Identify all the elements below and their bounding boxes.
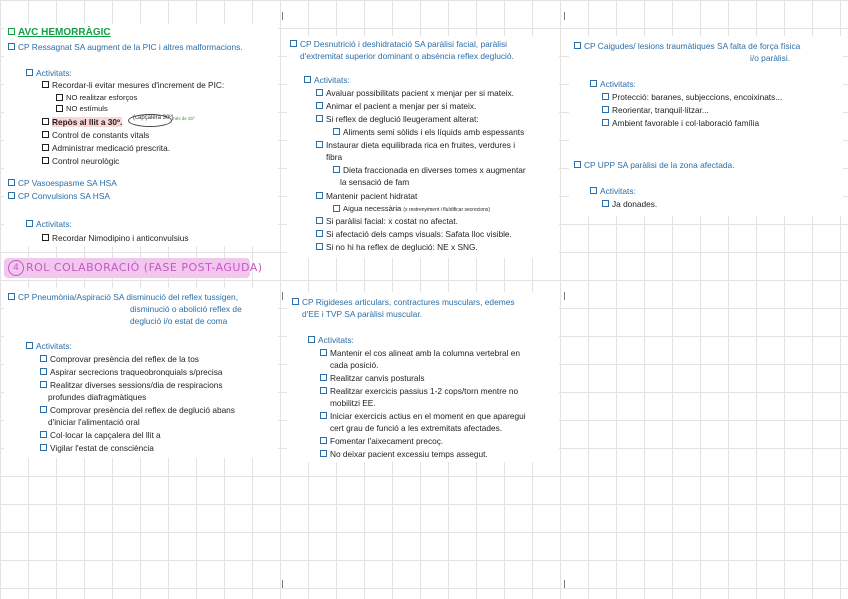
grid-mark <box>564 12 565 20</box>
activity-item: Realitzar diverses sessions/dia de respiracions <box>40 381 222 390</box>
cp-desnutricio: CP Desnutrició i deshidratació SA paràlisi facial, paràlisi <box>290 40 507 49</box>
cp-caigudes: CP Caigudes/ lesions traumàtiques SA falta de força física <box>574 42 800 51</box>
activity-item: Instaurar dieta equilibrada rica en fruites, verdures i <box>316 141 515 150</box>
activity-item: Reorientar, tranquil·litzar... <box>602 106 709 115</box>
section-title: AVC HEMORRÀGIC <box>8 27 111 38</box>
activity-item: Ja donades. <box>602 200 657 209</box>
cp-caigudes-line: i/o paràlisi. <box>750 53 791 63</box>
cp-desnutricio-line: d'extremitat superior dominant o absència reflex deglució. <box>300 51 514 61</box>
activity-item: Recordar-li evitar mesures d'increment de PIC: <box>42 81 224 90</box>
grid-mark <box>282 292 283 300</box>
activity-item: Col·locar la capçalera del llit a <box>40 431 161 440</box>
activitats-label: Activitats: <box>590 80 636 89</box>
cp-rigideses-line: d'EE i TVP SA paràlisi muscular. <box>302 309 422 319</box>
activity-item: Iniciar exercicis actius en el moment en que aparegui <box>320 412 526 421</box>
cp-pneumonia: CP Pneumònia/Aspiració SA disminució del reflex tussigen, <box>8 293 238 302</box>
activity-item-cont: profundes diafragmàtiques <box>48 392 147 402</box>
activity-item-cont: mobilitzi EE. <box>330 398 376 408</box>
activity-item-cont: la sensació de fam <box>340 177 410 187</box>
activity-item: Realitzar exercicis passius 1-2 cops/torn mentre no <box>320 387 518 396</box>
grid-mark <box>564 292 565 300</box>
cp-convulsions: CP Convulsions SA HSA <box>8 192 110 201</box>
grid-mark <box>564 580 565 588</box>
activity-item-cont: d'iniciar l'alimentació oral <box>48 417 140 427</box>
grid-mark <box>282 580 283 588</box>
activity-item: Si paràlisi facial: x costat no afectat. <box>316 217 458 226</box>
rol-number: 4 <box>8 260 24 276</box>
cp-rigideses: CP Rigideses articulars, contractures musculars, edemes <box>292 298 515 307</box>
activity-item: Si afectació dels camps visuals: Safata lloc visible. <box>316 230 512 239</box>
activitats-label: Activitats: <box>590 187 636 196</box>
cp-ressagnat: CP Ressagnat SA augment de la PIC i altres malformacions. <box>8 43 243 52</box>
activitats-label: Activitats: <box>26 220 72 229</box>
annotation-text: (capçalera 30º) <box>133 115 174 121</box>
activity-item: Avaluar possibilitats pacient x menjar per si mateix. <box>316 89 514 98</box>
activity-item: Control de constants vitals <box>42 131 149 140</box>
rol-heading: ROL COLABORACIÓ (FASE POST-AGUDA) <box>26 261 263 274</box>
activity-item: No deixar pacient excessiu temps assegut. <box>320 450 488 459</box>
cp-upp: CP UPP SA paràlisi de la zona afectada. <box>574 161 735 170</box>
activitats-label: Activitats: <box>304 76 350 85</box>
activity-subitem: Aigua necessària (x restrenyiment i fluïdificar secrecions) <box>333 205 490 214</box>
cp-pneumonia-line: deglució i/o estat de coma <box>130 316 228 326</box>
activity-item: Comprovar presència del reflex de la tos <box>40 355 199 364</box>
activity-item: Vigilar l'estat de consciència <box>40 444 154 453</box>
activity-item: Realitzar canvis posturals <box>320 374 425 383</box>
activity-subitem: Aliments semi sòlids i els líquids amb espessants <box>333 128 524 137</box>
activitats-label: Activitats: <box>26 342 72 351</box>
activity-item: Aspirar secrecions traqueobronquials s/precisa <box>40 368 222 377</box>
activity-item: Animar el pacient a menjar per si mateix. <box>316 102 476 111</box>
activity-subitem: Dieta fraccionada en diverses tomes x augmentar <box>333 166 526 175</box>
activity-item: Repòs al llit a 30º. <box>42 118 122 127</box>
activity-item-cont: cert grau de funció a les extremitats afectades. <box>330 423 503 433</box>
activitats-label: Activitats: <box>26 69 72 78</box>
cp-vasoespasme: CP Vasoespasme SA HSA <box>8 179 117 188</box>
activity-item: Protecció: baranes, subjeccions, encoixinats... <box>602 93 782 102</box>
activity-item: Comprovar presència del reflex de deglució abans <box>40 406 235 415</box>
activity-item: Si no hi ha reflex de deglució: NE x SNG. <box>316 243 478 252</box>
activity-item: Mantenir el cos alineat amb la columna vertebral en <box>320 349 520 358</box>
activity-item: Control neurològic <box>42 157 119 166</box>
activitats-label: Activitats: <box>308 336 354 345</box>
activity-item: Recordar Nimodipino i anticonvulsius <box>42 234 189 243</box>
activity-item: Mantenir pacient hidratat <box>316 192 417 201</box>
activity-item-cont: cada posició. <box>330 360 379 370</box>
annotation-green: més de 30º <box>172 116 195 121</box>
activity-item: Ambient favorable i col·laboració família <box>602 119 759 128</box>
activity-note: (x restrenyiment i fluïdificar secrecions) <box>403 207 491 213</box>
activity-item: Fomentar l'aixecament precoç. <box>320 437 443 446</box>
activity-item-cont: fibra <box>326 152 343 162</box>
activity-subitem: NO estímuls <box>56 105 108 113</box>
activity-item: Administrar medicació prescrita. <box>42 144 170 153</box>
activity-subitem: NO realitzar esforços <box>56 94 137 102</box>
activity-item: Si reflex de deglució lleugerament alterat: <box>316 115 479 124</box>
grid-mark <box>282 12 283 20</box>
cp-pneumonia-line: disminució o abolició reflex de <box>130 304 242 314</box>
